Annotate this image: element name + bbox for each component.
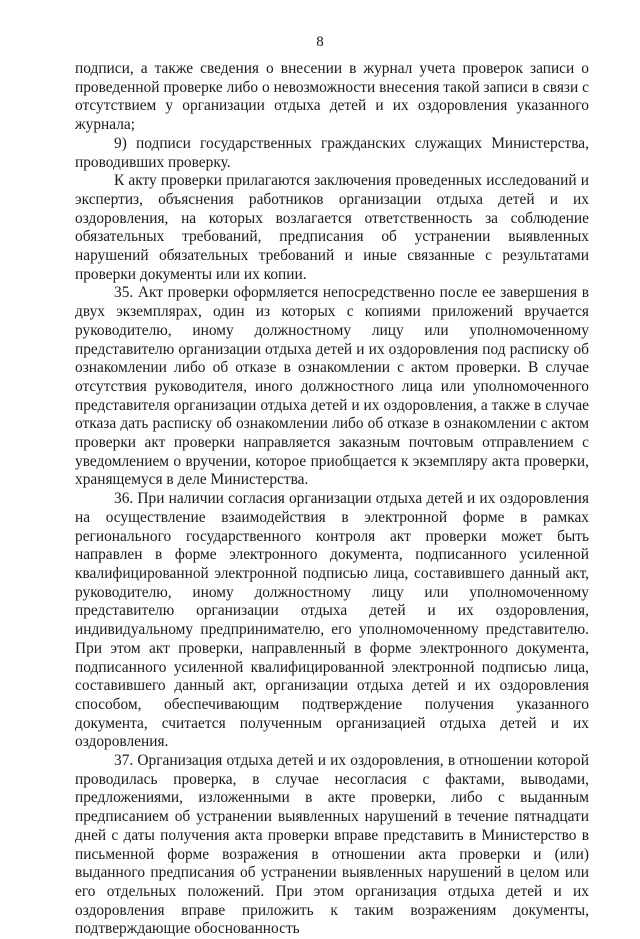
paragraph-36: 36. При наличии согласия организации отдыха детей и их оздоровления на осуществление взаимодействия в электронной форме в рамках регионального государственного контроля акт проверки может быть направлен в форме электронного документа, подписанного усиленной квалифицированной электронной подписью лица, составившего данный акт, руководителю, иному должностному лицу или уполномоченному представителю организации отдыха детей и их оздоровления, индивидуальному предпринимателю, его уполномоченному представителю. При этом акт проверки, направленный в форме электронного документа, подписанного усиленной квалифицированной электронной подписью лица, составившего данный акт, организации отдыха детей и их оздоровления способом, обеспечивающим подтверждение получения указанного документа, считается полученным организацией отдыха детей и их оздоровления.: [75, 490, 589, 751]
paragraph-35: 35. Акт проверки оформляется непосредственно после ее завершения в двух экземплярах, один из которых с копиями приложений вручается руководителю, иному должностному лицу или уполномоченному представителю организации отдыха детей и их оздоровления под расписку об ознакомлении либо об отказе в ознакомлении с актом проверки. В случае отсутствия руководителя, иного должностного лица или уполномоченного представителя организации отдыха детей и их оздоровления, а также в случае отказа дать расписку об ознакомлении либо об отказе в ознакомлении с актом проверки акт проверки направляется заказным почтовым отправлением с уведомлением о вручении, которое приобщается к экземпляру акта проверки, хранящемуся в деле Министерства.: [75, 284, 589, 489]
paragraph-continuation: подписи, а также сведения о внесении в журнал учета проверок записи о проведенной проверке либо о невозможности внесения такой записи в связи с отсутствием у организации отдыха детей и их оздоровления указанного журнала;: [75, 60, 589, 134]
page-number: 8: [316, 34, 324, 50]
paragraph-37: 37. Организация отдыха детей и их оздоровления, в отношении которой проводилась проверка, в случае несогласия с фактами, выводами, предложениями, изложенными в акте проверки, либо с выданным предписанием об устранении выявленных нарушений в течение пятнадцати дней с даты получения акта проверки вправе представить в Министерство в письменной форме возражения в отношении акта проверки и (или) выданного предписания об устранении выявленных нарушений в целом или его отдельных положений. При этом организация отдыха детей и их оздоровления вправе приложить к таким возражениям документы, подтверждающие обоснованность: [75, 752, 589, 938]
paragraph-item-9: 9) подписи государственных гражданских служащих Министерства, проводивших проверку.: [75, 134, 589, 171]
body-text: [75, 60, 589, 939]
paragraph-attachments: К акту проверки прилагаются заключения проведенных исследований и экспертиз, объяснения работников организации отдыха детей и их оздоровления, на которых возлагается ответственность за соблюдение обязательных требований, предписания об устранении выявленных нарушений обязательных требований и иные связанные с результатами проверки документы или их копии.: [75, 172, 589, 283]
